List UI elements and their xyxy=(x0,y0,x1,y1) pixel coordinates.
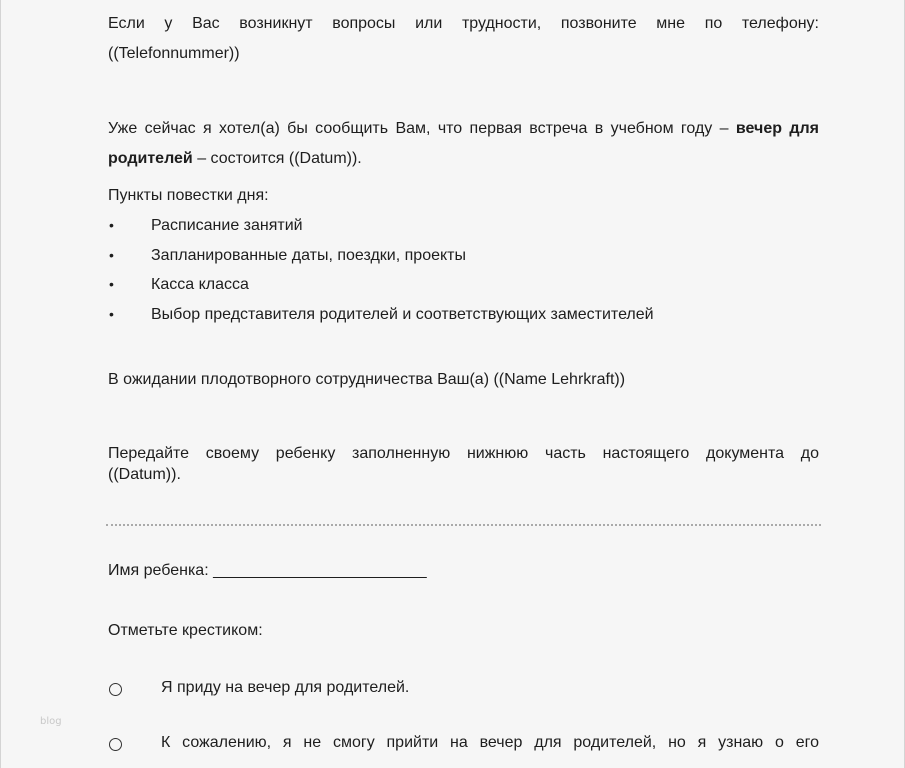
return-note-line-1: Передайте своему ребенку заполненную нижнюю часть настоящего документа до xyxy=(108,445,819,462)
bullet-icon: • xyxy=(109,217,114,233)
contact-paragraph xyxy=(108,9,819,69)
return-note-paragraph xyxy=(108,443,819,485)
meeting-intro: Уже сейчас я хотел(а) бы сообщить Вам, что первая встреча в учебном году – xyxy=(108,120,736,137)
bullet-icon: • xyxy=(109,305,114,322)
contact-line-1: Если у Вас возникнут вопросы или трудности, позвоните мне по телефону: xyxy=(108,15,819,32)
bullet-icon: • xyxy=(109,276,114,292)
meeting-event-name: вечер для родителей xyxy=(108,120,820,167)
meeting-paragraph xyxy=(108,114,819,174)
return-note-line-2: ((Datum)). xyxy=(108,466,181,483)
decline-radio-circle-icon[interactable] xyxy=(109,738,122,751)
cut-off-text-fragment xyxy=(160,764,580,768)
attend-option-label: Я приду на вечер для родителей. xyxy=(161,679,410,696)
meeting-date: – состоится ((Datum)). xyxy=(192,150,362,167)
contact-phone-placeholder: ((Telefonnummer)) xyxy=(108,45,240,62)
decline-option-label: К сожалению, я не смогу прийти на вечер для родителей, но я узнаю о его xyxy=(161,734,819,751)
list-item xyxy=(108,241,819,271)
mark-instruction xyxy=(108,616,819,646)
bullet-icon: • xyxy=(109,246,114,263)
attend-radio-circle-icon[interactable] xyxy=(109,683,122,696)
child-name-label: Имя ребенка: ________________________ xyxy=(108,562,427,579)
agenda-item-label: Запланированные даты, поездки, проекты xyxy=(151,246,466,264)
child-name-field[interactable] xyxy=(108,556,819,586)
decline-option[interactable] xyxy=(108,728,819,758)
closing-signature: В ожидании плодотворного сотрудничества Ваш(а) ((Name Lehrkraft)) xyxy=(108,371,626,388)
list-item xyxy=(108,211,819,241)
agenda-heading: Пункты повестки дня: xyxy=(108,187,269,204)
agenda-list xyxy=(108,211,819,329)
closing-paragraph xyxy=(108,365,819,395)
mark-instruction-text: Отметьте крестиком: xyxy=(108,622,263,639)
list-item xyxy=(108,300,819,330)
attend-option[interactable] xyxy=(108,673,819,703)
agenda-item-label: Выбор представителя родителей и соответствующих заместителей xyxy=(151,305,654,323)
agenda-item-label: Касса класса xyxy=(151,276,249,293)
list-item xyxy=(108,270,819,300)
agenda-section xyxy=(108,181,819,329)
watermark: blog xyxy=(40,716,62,727)
agenda-item-label: Расписание занятий xyxy=(151,217,303,234)
cut-divider xyxy=(106,524,821,526)
